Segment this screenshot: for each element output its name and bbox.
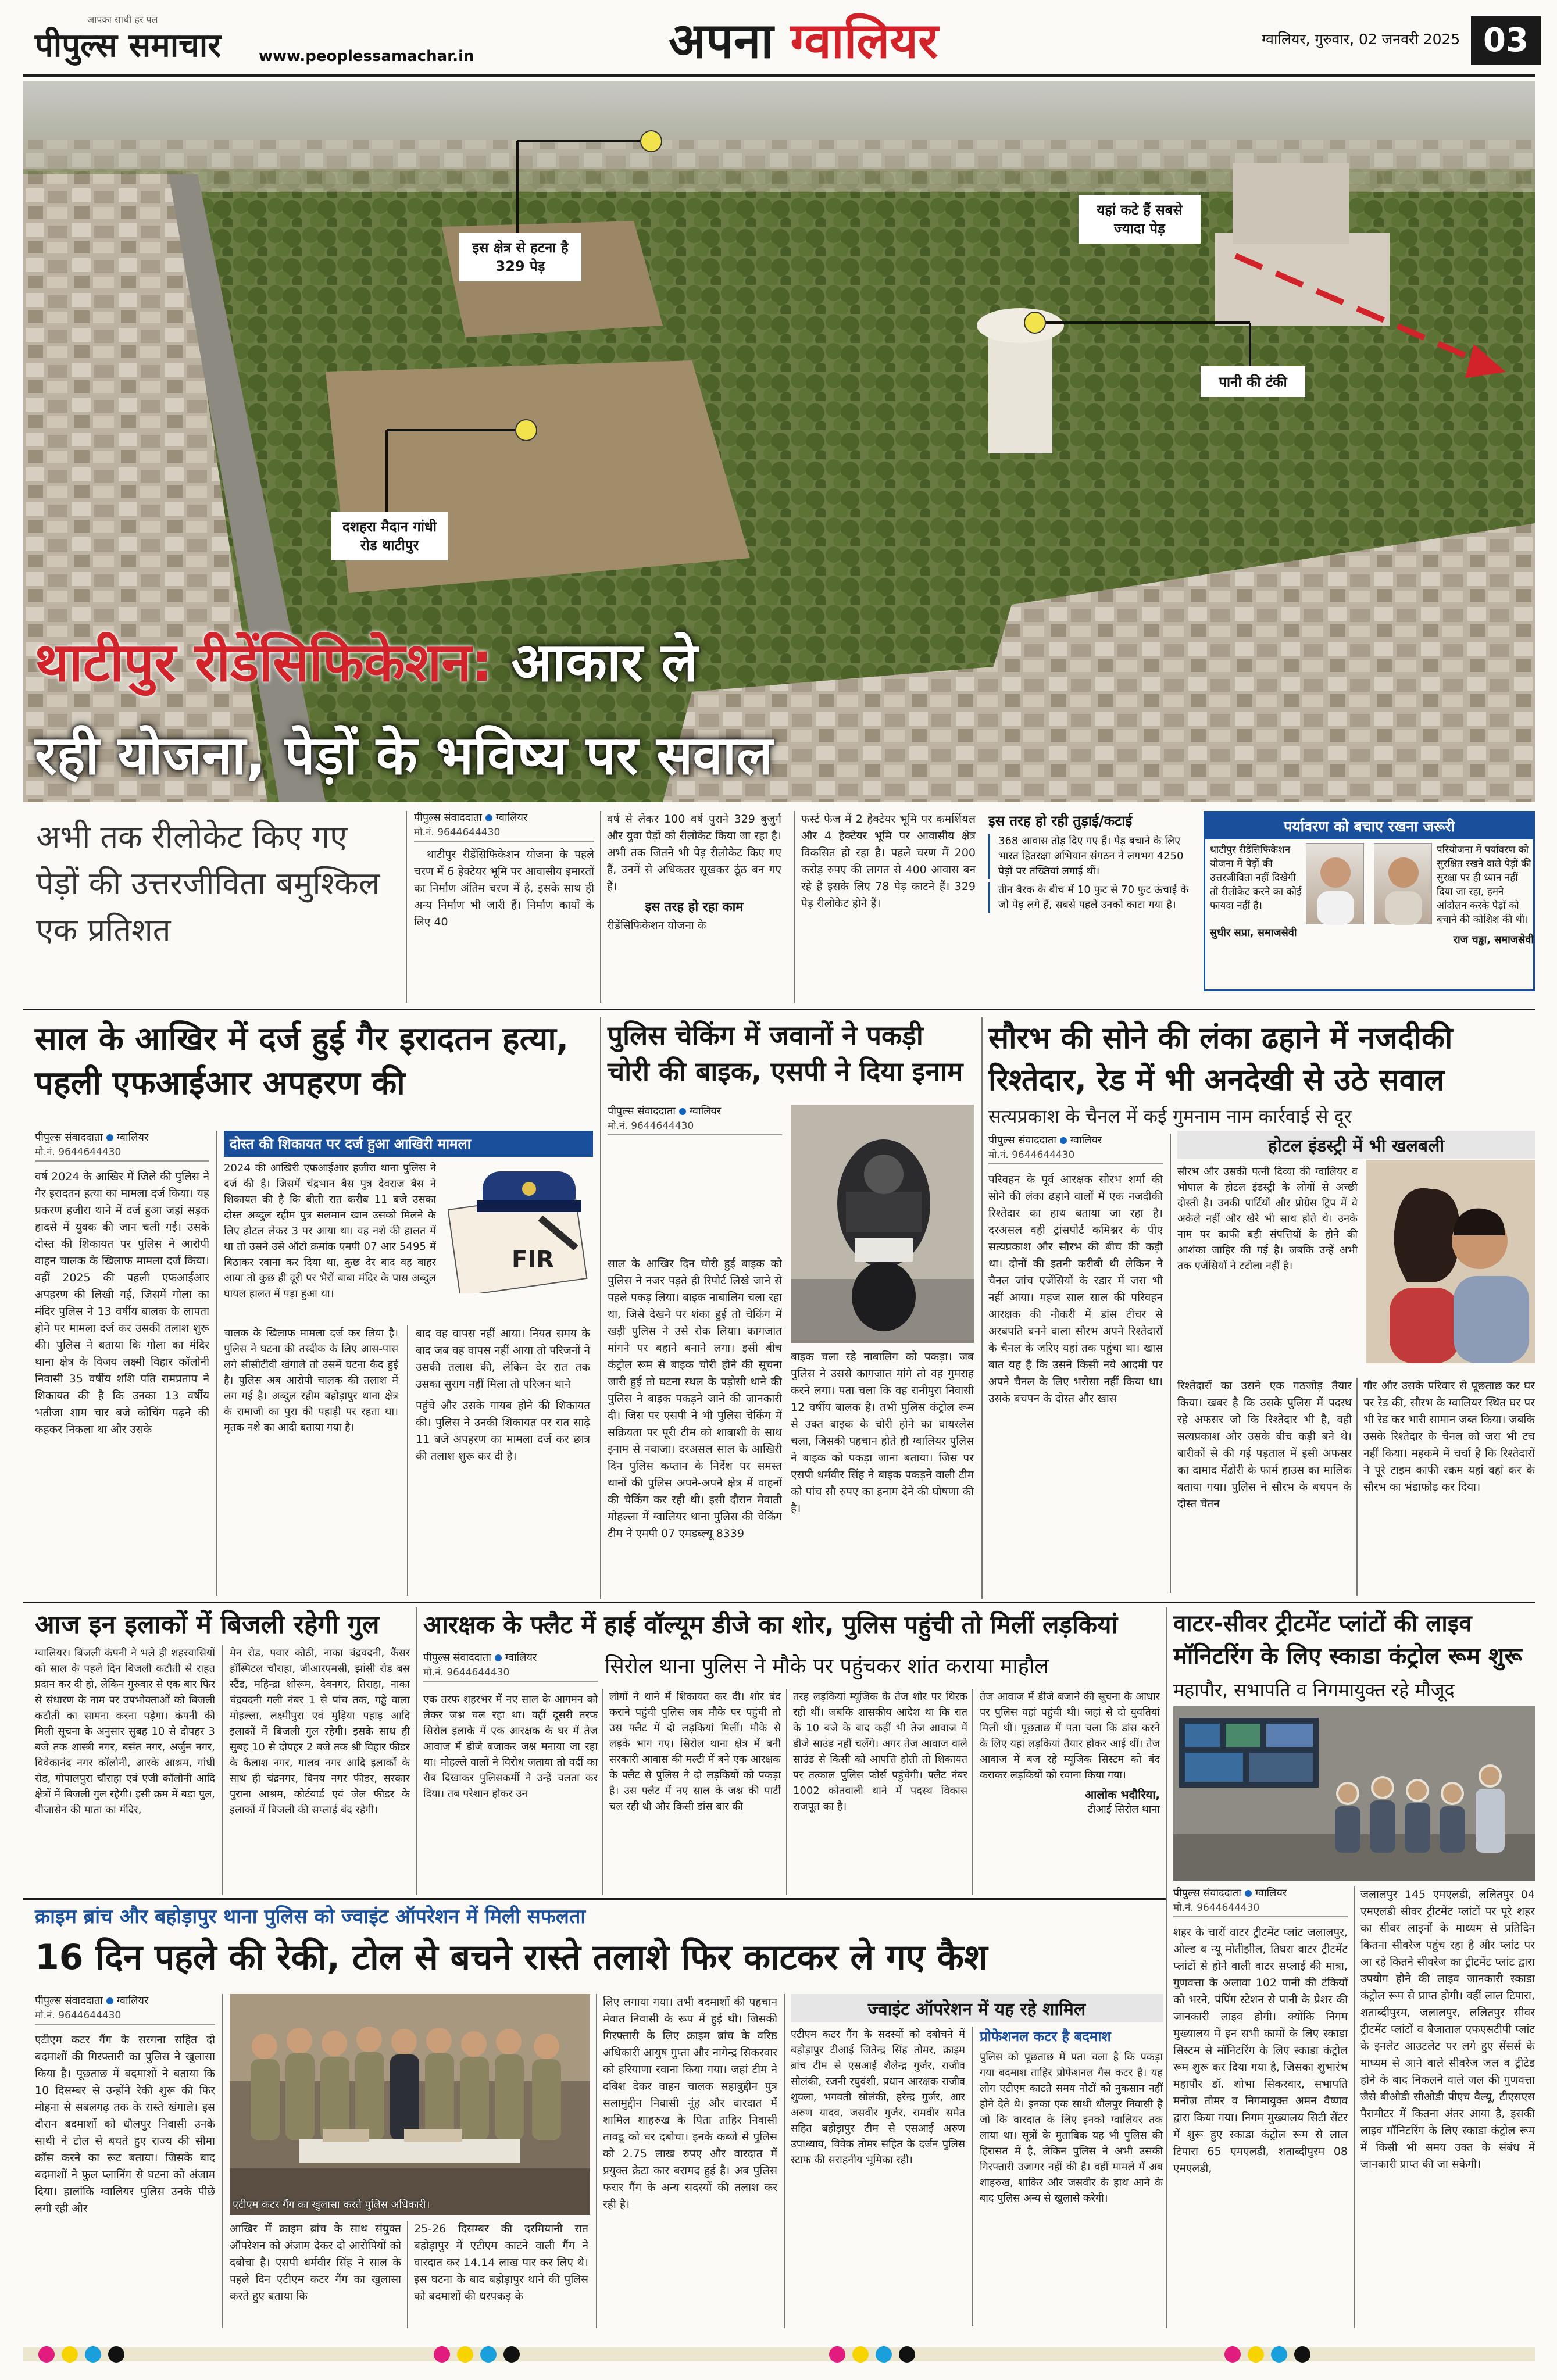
env-quote-1-text: थाटीपुर रीडेंसिफिकेशन योजना में पेड़ों की उत्तरजीविता नहीं दिखेगी तो रीलोकेट करने का कोई फायदा नहीं है। [1210,844,1302,912]
murder-headline: साल के आखिर में दर्ज हुई गैर इरादतन हत्या, पहली एफआईआर अपहरण की [35,1020,569,1102]
environment-box-title: पर्यावरण को बचाए रखना जरूरी [1205,813,1533,839]
website-link[interactable]: www.peoplessamachar.in [259,48,474,65]
byline-name: पीपुल्स संवाददाता [988,1134,1056,1146]
cash-col3: 25-26 दिसम्बर की दरमियानी रात बहोड़ापुर में एटीएम काटने वाली गैंग ने वारदात कर 14.14 लाख पार कर लिए थे। इस घटना के बाद बहोड़ापुर थाने की पुलिस को बदमाशों की धरपकड़ के [414,2222,588,2303]
sewage-byline [1173,1886,1348,1922]
callout-most-trees: यहां कटे हैं सबसे ज्यादा पेड़ [1079,195,1201,244]
dj-quote-name: आलोक भदौरिया, [1084,1788,1160,1802]
murder-box [224,1131,593,1320]
dj-col3: तरह लड़कियां म्यूजिक के तेज शोर पर थिरक रही थीं। जबकि शासकीय आदेश था कि रात के 10 बजे के बाद कहीं भी तेज आवाज में डीजे साउंड नहीं चलेंगे। अगर तेज आवाज वाले साउंड से किसी को आपत्ति होती तो शिकायत पर तत्काल पुलिस फोर्स पहुंचेगी। फ्लैट नंबर 1002 कोतवाली थाने में पदस्थ विकास राजपूत का है। [793,1691,967,1813]
fir-label: FIR [512,1246,555,1273]
env-quote-1-name: सुधीर सप्रा, समाजसेवी [1210,927,1297,939]
byline-mobile: मो.नं. 9644644430 [423,1665,598,1682]
control-room-photo [1173,1706,1535,1881]
lead-deck: अभी तक रीलोकेट किए गए पेड़ों की उत्तरजीविता बमुश्किल एक प्रतिशत [36,819,380,948]
lead-col1-text: थाटीपुर रीडेंसिफिकेशन योजना के पहले चरण में 6 हेक्टेयर भूमि पर आवासीय इमारतों का निर्माण अंतिम चरण में है, इसके साथ ही अन्य निर्माण भी जारी हैं। निर्माण कार्यों के लिए 40 [414,848,594,928]
murder-col4-text-b: पहुंचे और उसके गायब होने की शिकायत की। पुलिस ने उनकी शिकायत पर रात साढ़े 11 बजे अपहरण का मामला दर्ज कर छात्र की तलाश शुरू कर दी है। [416,1399,590,1463]
press-conference-photo [230,1994,590,2215]
byline-name: पीपुल्स संवाददाता [35,1131,103,1143]
power-headline: आज इन इलाकों में बिजली रहेगी गुल [35,1610,380,1639]
operation-heading: ज्वाइंट ऑपरेशन में यह रहे शामिल [791,1994,1163,2022]
byline-place: ग्वालियर [116,1131,149,1143]
pro-cutter-heading: प्रोफेशनल कटर है बदमाश [980,2028,1111,2045]
byline-mobile: मो.नं. 9644644430 [35,1145,209,1162]
bike-photo [791,1105,974,1343]
gold-col3: गौर और उसके परिवार से पूछताछ कर घर पर रेड की, सौरभ के ग्वालियर स्थित घर पर भी रेड कर भारी सामान जब्त किया। जबकि उसके रिश्तेदार के चैनल को जरा भी टच नहीं किया। महकमे में चर्चा है कि रिश्तेदारों ने पूरे टाइम काफी रकम यहां वहां कर के सौरभ का भंडाफोड़ कर दिया। [1363,1380,1535,1493]
sewage-col1: शहर के चारों वाटर ट्रीटमेंट प्लांट जलालपुर, ओल्ड व न्यू मोतीझील, तिघरा वाटर ट्रीटमेंट प्लांटों से होने वाली वाटर सप्लाई की मात्रा, गुणवत्ता के अलावा 102 पानी की टंकियों को भरने, पंपिंग स्टेशन से पानी के प्रेशर की जानकारी लाइव होगी। क्योंकि निगम मुख्यालय में इन सभी कामों के लिए स्काडा सिस्टम से मॉनिटरिंग के लिए स्काडा कंट्रोल रूम शुरू कर दिया गया है, जिसका शुभारंभ महापौर डॉ. शोभा सिकरवार, सभापति मनोज तोमर व निगमायुक्त अमन वैष्णव द्वारा किया गया। निगम मुख्यालय सिटी सेंटर में शुरू हुए स्काडा कंट्रोल रूम से लाल टिपारा 65 एमएलडी, शताब्दीपुरम 08 एमएलडी, [1173,1926,1348,2175]
murder-box-title: दोस्त की शिकायत पर दर्ज हुआ आखिरी मामला [224,1131,593,1157]
section-title: अपना ग्वालियर [669,12,938,69]
couple-photo [1366,1160,1535,1363]
dj-subhead: सिरोल थाना पुलिस ने मौके पर पहुंचकर शांत कराया माहौल [605,1654,1049,1678]
cash-headline: 16 दिन पहले की रेकी, टोल से बचने रास्ते तलाशे फिर काटकर ले गए कैश [35,1937,988,1978]
lead-col2 [607,811,781,934]
byline-name: पीपुल्स संवाददाता [35,1995,103,2007]
operation-box [791,1994,1163,2328]
lead-headline-line1: थाटीपुर रीडेंसिफिकेशन: आकार ले [35,631,698,694]
env-quote-2 [1374,843,1534,946]
env-quote-1 [1210,843,1370,939]
sewage-headline: वाटर-सीवर ट्रीटमेंट प्लांटों की लाइव मॉनिटरिंग के लिए स्काडा कंट्रोल रूम शुरू [1173,1610,1523,1670]
hotel-text: सौरभ और उसकी पत्नी दिव्या की ग्वालियर व भोपाल के होटल इंडस्ट्री के लोगों से अच्छी दोस्ती है। उनकी पार्टियों और प्रोग्रेस ट्रिप में वे अकेले नहीं और खेरे भी साथ होते थे। उनके नाम पर काफी बड़ी संपत्तियों के होने की आशंका जाहिर की गई है। जबकि उन्हें अभी तक एजेंसियों ने टटोला नहीं है। [1177,1166,1358,1272]
gold-col1: परिवहन के पूर्व आरक्षक सौरभ शर्मा की सोने की लंका ढहाने वालों में एक नजदीकी रिश्तेदार का हाथ बताया जा रहा है। दरअसल वही ट्रांसपोर्ट कमिश्नर के पीए सत्यप्रकाश और सौरभ की बीच की कड़ी था। दोनों की इतनी करीबी थी लेकिन ने चैनल जांच एजेंसियों के रडार में जरा भी नहीं आया। महज साल साल की परिवहन आरक्षक की नौकरी में डांस टीचर से अरबपति बनने वाला सौरभ अपने रिश्तेदारों के चैनल के जरिए यहां तक पहुंचा था। खास बात यह है कि उसने किसी नये आदमी पर अपने चैनल के लिए भरोसा नहीं किया था। उसके बचपन के दोस्त और खास [988,1173,1163,1405]
dj-quote-text: तेज आवाज में डीजे बजाने की सूचना के आधार पर पुलिस वहां पहुंची थी। जहां से दो युवतियां मिली थीं। पूछताछ में पता चला कि डांस करने के लिए यहां लड़कियां तैयार होकर आई थीं। तेज आवाज में बज रहे म्यूजिक सिस्टम को बंद कराकर लड़कियों को रवाना किया गया। [980,1691,1160,1781]
felling-point-2: तीन बैरक के बीच में 10 फुट से 70 फुट ऊंचाई के जो पेड़ लगे हैं, सबसे पहले उनको काटा गया है। [988,882,1198,913]
lead-headline-line2: रही योजना, पेड़ों के भविष्य पर सवाल [35,724,773,787]
env-quote-2-text: परियोजना में पर्यावरण को सुरक्षित रखने वाले पेड़ों की सुरक्षा पर ही ध्यान नहीं दिया जा रहा, हमने आंदोलन करके पेड़ों को बचाने की कोशिश की थी। [1437,844,1531,925]
callout-dussehra-ground: दशहरा मैदान गांधी रोड थाटीपुर [331,512,448,560]
byline-name: पीपुल्स संवाददाता [414,812,482,824]
gold-byline [988,1134,1163,1169]
felling-point-1: 368 आवास तोड़ दिए गए हैं। पेड़ बचाने के लिए भारत हितरक्षा अभियान संगठन ने लगभग 4250 पेड़ों पर तख्तियां लगाई थीं। [988,834,1198,879]
environment-box [1204,811,1535,991]
dj-headline: आरक्षक के फ्लैट में हाई वॉल्यूम डीजे का शोर, पुलिस पहुंची तो मिलीं लड़कियां [423,1610,1118,1639]
dj-quote [980,1689,1160,1892]
byline-name: पीपुल्स संवाददाता [423,1652,491,1664]
gold-col2: रिश्तेदारों का उसने एक गठजोड़ तैयार किया। खबर है कि उसके पुलिस में पदस्थ रहे अफसर जो कि रिश्तेदार भी है, वही सत्यप्रकाश और उसके बीच कड़ी बने थे। बारीकों से की गई पड़ताल में इसी अफसर का दामाद मेंढोरी के फार्म हाउस का मालिक बताया गया। पुलिस ने सौरभ के बचपन के दोस्त चेतन [1177,1380,1352,1510]
lead-col3 [801,811,976,912]
brand-logo: पीपुल्स समाचार [35,27,222,65]
murder-col4 [416,1325,590,1465]
murder-col4-text: बाद वह वापस नहीं आया। नियत समय के बाद जब वह वापस नहीं आया तो परिजनों ने उसकी तलाश की, लेकिन देर रात तक उसका सुराग नहीं मिला तो परिजन थाने [416,1327,590,1391]
operation-text: एटीएम कटर गैंग के सदस्यों को दबोचने में बहोड़ापुर टीआई जितेन्द्र सिंह तोमर, क्राइम ब्रांच टीम से एसआई शैलेन्द्र गुर्जर, राजीव सोलंकी, रजनी रघुवंशी, प्रधान आरक्षक राजीव शुक्ला, भगवती सोलंकी, हरेन्द्र गुर्जर, आर अरुण यादव, जसवीर गुर्जर, रामवीर समेत सहित बहोड़ापुर टीम से एसआई अरुण उपाध्याय, विवेक तोमर सहित के दर्जन पुलिस स्टाफ की सराहनीय भूमिका रही। [791,2028,965,2166]
power-col1: ग्वालियर। बिजली कंपनी ने भले ही शहरवासियों को साल के पहले दिन बिजली कटौती से राहत प्रदान कर दी हो, लेकिन गुरुवार से एक बार फिर से संधारण के नाम पर उपभोक्ताओं को बिजली कटौती का सामना करना पड़ेगा। कंपनी की मिली सूचना के अनुसार सुबह 10 से दोपहर 3 बजे तक शास्त्री नगर, बसंत नगर, अर्जुन नगर, विवेकानंद नगर कॉलोनी, आरके आश्रम, गांधी रोड, गोपालपुरा चौराहा एवं एजी कॉलोनी आदि क्षेत्रों में बिजली गुल रहेगी। इसी क्रम में बड़ा पुल, बीजासेन की माता का मंदिर, [35,1647,215,1816]
byline-name: पीपुल्स संवाददाता [608,1105,676,1117]
color-registration-strip [23,2343,1535,2366]
dj-col2: लोगों ने थाने में शिकायत कर दी। शोर बंद कराने पहुंची पुलिस जब मौके पर पहुंची तो उस फ्लैट में दो लड़कियां मिलीं। मौके से लड़के भाग गए। सिरोल थाना क्षेत्र में बनी सरकारी आवास की मल्टी में बने एक आरक्षक के फ्लैट से पुलिस ने दो लड़कियों को पकड़ा है। उस फ्लैट में नए साल के जश्न की पार्टी चल रही थी और किसी डांस बार की [609,1691,781,1813]
bike-headline: पुलिस चेकिंग में जवानों ने पकड़ी चोरी की बाइक, एसपी ने दिया इनाम [608,1020,963,1087]
callout-area-removed: इस क्षेत्र से हटना है 329 पेड़ [459,233,581,281]
murder-col1: वर्ष 2024 के आखिर में जिले की पुलिस ने गैर इरादतन हत्या का मामला दर्ज किया। यह प्रकरण हजीरा थाने में दर्ज हुआ जहां सड़क हादसे में युवक की जान चली गई। उसके दोस्त की शिकायत पर पुलिस ने आरोपी वाहन चालक के खिलाफ मामला दर्ज किया। वहीं 2025 की पहली एफआईआर अपहरण की लिखी गई, जिसमें गोला का मंदिर पुलिस ने 13 वर्षीय बालक के लापता होने पर मामला दर्ज कर उसकी तलाश शुरू की। पुलिस ने बताया कि गोला का मंदिर थाना क्षेत्र के विजय लक्ष्मी विहार कॉलोनी निवासी 35 वर्षीय शशि पति रामप्रताप ने शिकायत की है कि उनका 13 वर्षीय भतीजा शाम चार बजे कोचिंग पढ़ने की कहकर निकला था और उसके [35,1170,209,1436]
cash-byline [35,1994,215,2029]
cash-kicker: क्राइम ब्रांच और बहोड़ापुर थाना पुलिस को ज्वाइंट ऑपरेशन में मिली सफलता [35,1905,586,1928]
dj-quote-title: टीआई सिरोल थाना [1087,1803,1160,1816]
sewage-col2: जलालपुर 145 एमएलडी, ललितपुर 04 एमएलडी सीवर ट्रीटमेंट प्लांटों पर पूरे शहर का सीवर लाइनों के माध्यम से प्रतिदिन कितना सीवरेज पहुंच रहा है और प्लांट पर आ रहे कितने सीवरेज का ट्रीटमेंट प्लांट द्वारा उपयोग होने की लाइव जानकारी स्काडा कंट्रोल रूम से प्राप्त होगी। वहीं लाल टिपारा, शताब्दीपुरम, जलालपुर, ललितपुर सीवर ट्रीटमेंट प्लांटों व बैजाताल एफएसटीपी प्लांट के इनलेट आउटलेट पर लगे हुए सेंसर्स के माध्यम से आने वाले सीवरेज जल व ट्रीटेड होने के बाद निकलने वाले जल की गुणवत्ता जैसे बीओडी सीओडी पीएच वैल्यू, टीएसएस पैरामीटर में कितना अंतर आया है, इसकी लाइव मॉनिटरिंग के लिए स्काडा कंट्रोल रूम में किसी भी समय उक्त के संबंध में जानकारी प्राप्त की जा सकेगी। [1360,1888,1535,2171]
hotel-heading: होटल इंडस्ट्री में भी खलबली [1177,1131,1535,1159]
fir-illustration [448,1160,593,1293]
byline-place: ग्वालियर [689,1105,722,1117]
byline-place: ग्वालियर [505,1652,537,1664]
murder-byline [35,1131,209,1166]
cash-col4: लिए लगाया गया। तभी बदमाशों की पहचान मेवात निवासी के रूप में हुई थी। जिसकी गिरफ्तारी के लिए क्राइम ब्रांच के वरिष्ठ अधिकारी आयुष गुप्ता और नागेन्द्र सिकरवार को हरियाणा रवाना किया गया। जहां टीम ने दबिश देकर वाहन चालक सहाबुद्दीन पुत्र सलामुद्दीन निवासी नूंह और वारदात में शामिल शाहरुख के पिता ताहिर निवासी तावडू को धर दबोचा। इनके कब्जे से पुलिस को 2.75 लाख रुपए और वारदात में प्रयुक्त क्रेटा कार बरामद हुई है। अब पुलिस फरार गैंग के अन्य सदस्यों की तलाश कर रही है। [603,1996,777,2211]
env-quote-2-name: राज चड्ढा, समाजसेवी [1453,934,1534,946]
gold-headline: सौरभ की सोने की लंका ढहाने में नजदीकी रिश्तेदार, रेड में भी अनदेखी से उठे सवाल [988,1021,1453,1098]
bike-byline [608,1105,782,1140]
byline-mobile: मो.नं. 9644644430 [608,1118,782,1135]
byline-place: ग्वालियर [116,1995,149,2007]
lead-col2-subhead: इस तरह हो रहा काम [645,900,744,914]
byline-mobile: मो.नं. 9644644430 [988,1148,1163,1164]
power-col2: मेन रोड, पवार कोठी, नाका चंद्रवदनी, कैंसर हॉस्पिटल चौराहा, जीआरएमसी, झांसी रोड बस स्टैंड, महिन्द्रा शोरूम, देवनगर, तिराहा, नाका चंद्रवदनी गली नंबर 1 से पांच तक, गड्ढे वाला मोहल्ला, लक्ष्मीपुरा एवं मुड़िया पहाड़ आदि इलाकों में बिजली गुल रहेगी। इसके साथ ही सुबह 10 से दोपहर 2 बजे तक श्री विहार फीडर के कैलाश नगर, गालव नगर आदि इलाकों के साथ ही चंद्रनगर, विनय नगर फीडर, सरकार पुराना आश्रम, कोर्टयार्ड एवं जेल फीडर के इलाकों में बिजली की सप्लाई बंद रहेगी। [230,1647,410,1816]
bike-col2: बाइक चला रहे नाबालिग को पकड़ा। जब पुलिस ने उससे कागजात मांगे तो वह गुमराह करने लगा। पता चला कि वह रानीपुरा निवासी 12 वर्षीय बालक है। तभी पुलिस कंट्रोल रूम से उक्त बाइक के चोरी होने का वायरलेस चला, जिसकी पहचान होते ही ग्वालियर पुलिस ने बाइक को पकड़ा जाना बताया। जिस पर एसपी धर्मवीर सिंह ने बाइक पकड़ने वाली टीम को पांच सौ रुपए का इनाम देने की घोषणा की है। [791,1350,974,1515]
lead-col2-text: वर्ष से लेकर 100 वर्ष पुराने 329 बुजुर्ग और युवा पेड़ों को रीलोकेट किया जा रहा है। अभी तक जितने भी पेड़ रीलोकेट किए गए हैं, उनमें से अधिकतर सूखकर ठूंठ बन गए हैं। [607,813,781,893]
dateline: ग्वालियर, गुरुवार, 02 जनवरी 2025 [1262,31,1460,48]
page-number: 03 [1471,16,1541,65]
byline-mobile: मो.नं. 9644644430 [35,2008,215,2025]
byline-place: ग्वालियर [1070,1134,1102,1146]
gold-subhead: सत्यप्रकाश के चैनल में कई गुमनाम नाम कार्रवाई से दूर [988,1105,1352,1127]
byline-mobile: मो.नं. 9644644430 [1173,1900,1348,1917]
felling-box [988,811,1198,913]
felling-heading: इस तरह हो रही तुड़ाई/कटाई [988,813,1133,829]
avatar-raj [1374,843,1432,924]
hotel-box [1177,1131,1535,1369]
dj-byline [423,1651,598,1686]
byline-place: ग्वालियर [1255,1887,1287,1899]
cash-col1: एटीएम कटर गैंग के सरगना सहित दो बदमाशों की गिरफ्तारी का पुलिस ने खुलासा किया है। पूछताछ में बदमाशों ने बताया कि 10 दिसम्बर से उन्होंने रेकी शुरू की फिर मोहना से सबलगढ़ तक के रास्ते खंगाले। इस दौरान बदमाशों को धौलपुर निवासी उनके साथी ने टोल से बचते हुए राज्य की सीमा क्रॉस करने का रूट बताया। जिसके बाद बदमाशों ने फुल प्लानिंग से घटना को अंजाम दिया। हालांकि ग्वालियर पुलिस उनके पीछे लगी रही और [35,2034,215,2215]
sewage-subhead: महापौर, सभापति व निगमायुक्त रहे मौजूद [1173,1679,1455,1701]
murder-col3: चालक के खिलाफ मामला दर्ज कर लिया है। पुलिस ने घटना की तस्दीक के लिए आस-पास लगे सीसीटीवी खंगाले तो उसमें घटना कैद हुई है। पुलिस अब आरोपी चालक की तलाश में लग गई है। अब्दुल रहीम बहोड़ापुर थाना क्षेत्र के रामाजी का पुरा की पहाड़ी पर रहता था। मृतक नशे का आदी बताया गया है। [224,1327,398,1434]
byline-place: ग्वालियर [495,812,528,824]
press-photo-caption: एटीएम कटर गैंग का खुलासा करते पुलिस अधिकारी। [233,2199,430,2211]
byline-name: पीपुल्स संवाददाता [1173,1887,1241,1899]
murder-box-text: 2024 की आखिरी एफआईआर हजीरा थाना पुलिस ने दर्ज की है। जिसमें चंद्रभान बैस पुत्र देवराज बैस ने शिकायत की है कि बीती रात करीब 11 बजे उसका दोस्त अब्दुल रहीम पुत्र सलमान खान उसको मिलने के लिए होटल लेकर 3 पर आया था। वह नशे की हालत में था तो उसने उसे ऑटो क्रमांक एमपी 07 आर 5495 में बिठाकर रवाना कर दिया था, कुछ देर बाद वह बाहर आया तो कुछ ही दूरी पर भैरों बाबा मंदिर के पास अब्दुल घायल हालत में पड़ा हुआ था। [224,1162,436,1300]
cash-col2: आखिर में क्राइम ब्रांच के साथ संयुक्त ऑपरेशन को अंजाम देकर दो आरोपियों को दबोचा है। एसपी धर्मवीर सिंह ने साल के पहले दिन एटीएम कटर गैंग का खुलासा करते हुए बताया कि [230,2222,401,2303]
lead-col3-text: फर्स्ट फेज में 2 हेक्टेयर भूमि पर कमर्शियल और 4 हेक्टेयर भूमि पर आवासीय क्षेत्र विकसित हो रहा है। पहले चरण में 200 करोड़ रुपए की लागत से 400 आवास बन रहे हैं इसके लिए 78 पेड़ काटने हैं। 329 पेड़ रीलोकेट होने हैं। [801,813,976,910]
pro-cutter-text: पुलिस को पूछताछ में पता चला है कि पकड़ा गया बदमाश ताहिर प्रोफेशनल गैस कटर है। यह लोग एटीएम काटते समय नोटों को नुकसान नहीं होने देते थे। इनका एक साथी धौलपुर निवासी है जो कि वारदात के लिए इनको ग्वालियर तक लाया था। सूत्रों के मुताबिक यह भी पुलिस की हिरासत में है, लेकिन पुलिस ने अभी उसकी गिरफ्तारी उजागर नहीं की है। वहीं मामले में अब शाहरुख, शाकिर और जसवीर के हाथ आने के बाद पुलिस अन्य से खुलासे करेगी। [980,2051,1163,2204]
lead-col1 [414,811,594,931]
byline-mobile: मो.नं. 9644644430 [414,825,594,842]
dj-col1: एक तरफ शहरभर में नए साल के आगमन को लेकर जश्न चल रहा था। वहीं दूसरी तरफ सिरोल इलाके में एक आरक्षक के घर में तेज आवाज में डीजे बजाकर जश्न मनाया जा रहा था। मोहल्ले वालों ने विरोध जताया तो वर्दी का रौब दिखाकर पुलिसकर्मी ने उन्हें चलता कर दिया। तब परेशान होकर उन [423,1693,598,1800]
brand-tagline: आपका साथी हर पल [87,14,158,25]
avatar-sudhir [1306,843,1364,924]
bike-col1: साल के आखिर दिन चोरी हुई बाइक को पुलिस ने नजर पड़ते ही रिपोर्ट लिखे जाने से पहले पकड़ लिया। बाइक नाबालिग चला रहा था, जिसे देखने पर शंका हुई तो चेकिंग में खड़ी पुलिस ने उसे रोक लिया। कागजात मांगने पर बहाने बनाने लगा। इसी बीच कंट्रोल रूम से बाइक चोरी होने की सूचना जारी हुई तो घटना स्थल के पड़ोसी थाने की पुलिस ने बाइक पकड़ने जाने की जानकारी दी। जिस पर एसपी ने भी पुलिस चेकिंग में सक्रियता पर पूरी टीम को शाबाशी के साथ इनाम से नवाजा। दरअसल साल के आखिरी दिन पुलिस कप्तान के निर्देश पर समस्त थानों की पुलिस अपने-अपने क्षेत्र में वाहनों की चेकिंग कर रही थी। इसी दौरान मेवाती मोहल्ला में ग्वालियर थाना पुलिस की चेकिंग टीम ने एमपी 07 एमडब्ल्यू 8339 [608,1257,782,1540]
lead-col2-text-b: रीडेंसिफिकेशन योजना के [607,919,706,932]
callout-water-tank: पानी की टंकी [1201,366,1305,397]
